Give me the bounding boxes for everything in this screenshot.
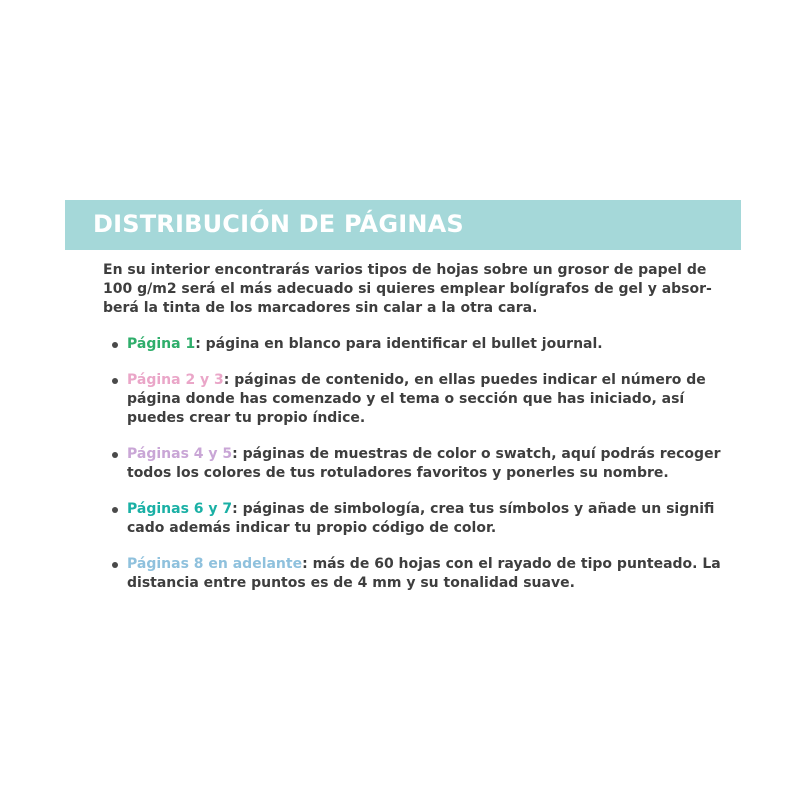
list-item-text: : páginas de contenido, en ellas puedes indicar el número de	[223, 372, 706, 388]
list-item-page-6-7	[103, 500, 723, 538]
list-item-page-1	[103, 335, 723, 354]
page-range-label: Páginas 4 y 5	[127, 446, 233, 462]
list-item-text: : páginas de muestras de color o swatch, aquí podrás recoger	[232, 446, 721, 462]
intro-line: berá la tinta de los marcadores sin calar a la otra cara.	[103, 300, 538, 316]
bullet-dot-icon	[112, 452, 118, 458]
list-item-line: cado además indicar tu propio código de color.	[127, 520, 497, 536]
list-item-line: página donde has comenzado y el tema o sección que has iniciado, así	[127, 391, 685, 407]
list-item-line: puedes crear tu propio índice.	[127, 410, 366, 426]
page-range-label: Página 2 y 3	[127, 372, 224, 388]
page-range-label: Página 1	[127, 336, 196, 352]
intro-line: En su interior encontrarás varios tipos de hojas sobre un grosor de papel de	[103, 262, 707, 278]
list-item-page-4-5	[103, 445, 723, 483]
bullet-dot-icon	[112, 378, 118, 384]
intro-line: 100 g/m2 será el más adecuado si quieres emplear bolígrafos de gel y absor-	[103, 281, 712, 297]
bullet-dot-icon	[112, 562, 118, 568]
bullet-dot-icon	[112, 507, 118, 513]
list-item-line	[127, 371, 723, 390]
list-item-line: todos los colores de tus rotuladores favoritos y ponerles su nombre.	[127, 465, 669, 481]
list-item-line	[127, 500, 723, 519]
list-item-line	[127, 445, 723, 464]
page-distribution-list	[103, 335, 723, 593]
page-range-label: Páginas 8 en adelante	[127, 556, 303, 572]
section-title: DISTRIBUCIÓN DE PÁGINAS	[93, 210, 464, 238]
list-item-line	[127, 555, 723, 574]
list-item-text: : páginas de simbología, crea tus símbolos y añade un signifi	[232, 501, 715, 517]
list-item-text: : página en blanco para identificar el bullet journal.	[195, 336, 603, 352]
list-item-line	[127, 335, 723, 354]
list-item-page-2-3	[103, 371, 723, 428]
list-item-page-8-onward	[103, 555, 723, 593]
section-header-bar	[65, 200, 741, 250]
page-range-label: Páginas 6 y 7	[127, 501, 233, 517]
bullet-dot-icon	[112, 342, 118, 348]
list-item-text: : más de 60 hojas con el rayado de tipo punteado. La	[302, 556, 721, 572]
intro-paragraph	[103, 261, 712, 318]
list-item-line: distancia entre puntos es de 4 mm y su tonalidad suave.	[127, 575, 575, 591]
